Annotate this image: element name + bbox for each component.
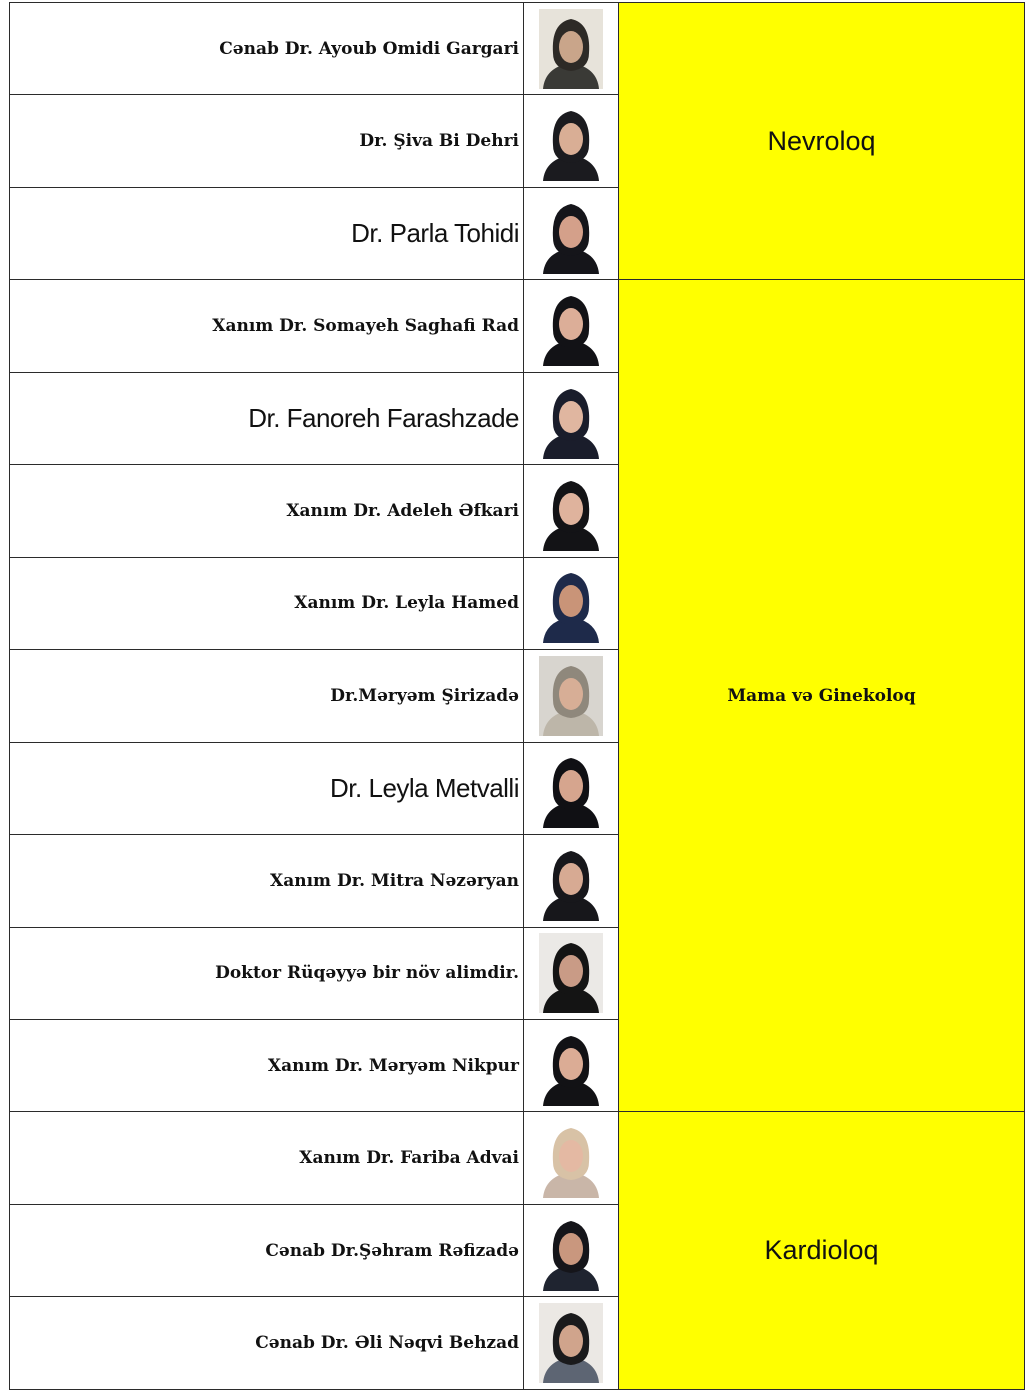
doctor-name: Xanım Dr. Fariba Advai [10,1112,524,1204]
doctor-photo-cell [524,557,619,649]
table-row [10,280,1025,372]
doctor-name: Xanım Dr. Adeleh Əfkari [10,465,524,557]
table-row [10,3,1025,95]
doctor-portrait [539,194,603,274]
portrait-face [559,770,583,802]
portrait-face [559,123,583,155]
doctor-portrait [539,563,603,643]
portrait-face [559,678,583,710]
doctor-portrait [539,471,603,551]
doctor-name: Cənab Dr. Ayoub Omidi Gargari [10,3,524,95]
table-row [10,1112,1025,1204]
doctor-portrait [539,101,603,181]
doctor-portrait [539,1211,603,1291]
doctor-photo-cell [524,372,619,464]
doctor-portrait [539,9,603,89]
doctor-photo-cell [524,465,619,557]
doctor-name: Xanım Dr. Mitra Nəzəryan [10,835,524,927]
portrait-face [559,493,583,525]
doctor-photo-cell [524,835,619,927]
doctor-name: Cənab Dr. Əli Nəqvi Behzad [10,1297,524,1390]
doctor-portrait [539,748,603,828]
portrait-face [559,1233,583,1265]
doctor-portrait [539,1118,603,1198]
doctor-name: Dr. Şiva Bi Dehri [10,95,524,187]
portrait-face [559,1048,583,1080]
doctor-name: Dr. Fanoreh Farashzade [10,372,524,464]
doctor-portrait [539,1026,603,1106]
portrait-face [559,308,583,340]
doctor-portrait [539,1303,603,1383]
doctor-portrait [539,841,603,921]
portrait-face [559,216,583,248]
doctor-name: Dr.Məryəm Şirizadə [10,650,524,742]
doctor-photo-cell [524,1297,619,1390]
doctor-name: Cənab Dr.Şəhram Rəfizadə [10,1204,524,1296]
doctor-photo-cell [524,3,619,95]
doctor-name: Doktor Rüqəyyə bir növ alimdir. [10,927,524,1019]
doctor-directory-table [9,2,1025,1390]
doctor-name: Xanım Dr. Məryəm Nikpur [10,1019,524,1111]
doctor-name: Dr. Parla Tohidi [10,187,524,279]
doctor-portrait [539,379,603,459]
portrait-face [559,31,583,63]
portrait-face [559,585,583,617]
doctor-photo-cell [524,927,619,1019]
doctor-name: Xanım Dr. Leyla Hamed [10,557,524,649]
doctor-photo-cell [524,1204,619,1296]
doctor-name: Dr. Leyla Metvalli [10,742,524,834]
doctor-photo-cell [524,742,619,834]
doctor-photo-cell [524,187,619,279]
portrait-face [559,955,583,987]
portrait-face [559,401,583,433]
portrait-face [559,1140,583,1172]
portrait-face [559,1325,583,1357]
specialty-cardiologist: Kardioloq [619,1112,1025,1390]
doctor-name: Xanım Dr. Somayeh Saghafi Rad [10,280,524,372]
doctor-photo-cell [524,280,619,372]
doctor-photo-cell [524,1019,619,1111]
doctor-portrait [539,286,603,366]
doctor-portrait [539,656,603,736]
portrait-face [559,863,583,895]
doctor-photo-cell [524,650,619,742]
doctor-photo-cell [524,1112,619,1204]
doctor-portrait [539,933,603,1013]
specialty-gynecologist: Mama və Ginekoloq [619,280,1025,1112]
specialty-neurologist: Nevroloq [619,3,1025,280]
doctor-photo-cell [524,95,619,187]
